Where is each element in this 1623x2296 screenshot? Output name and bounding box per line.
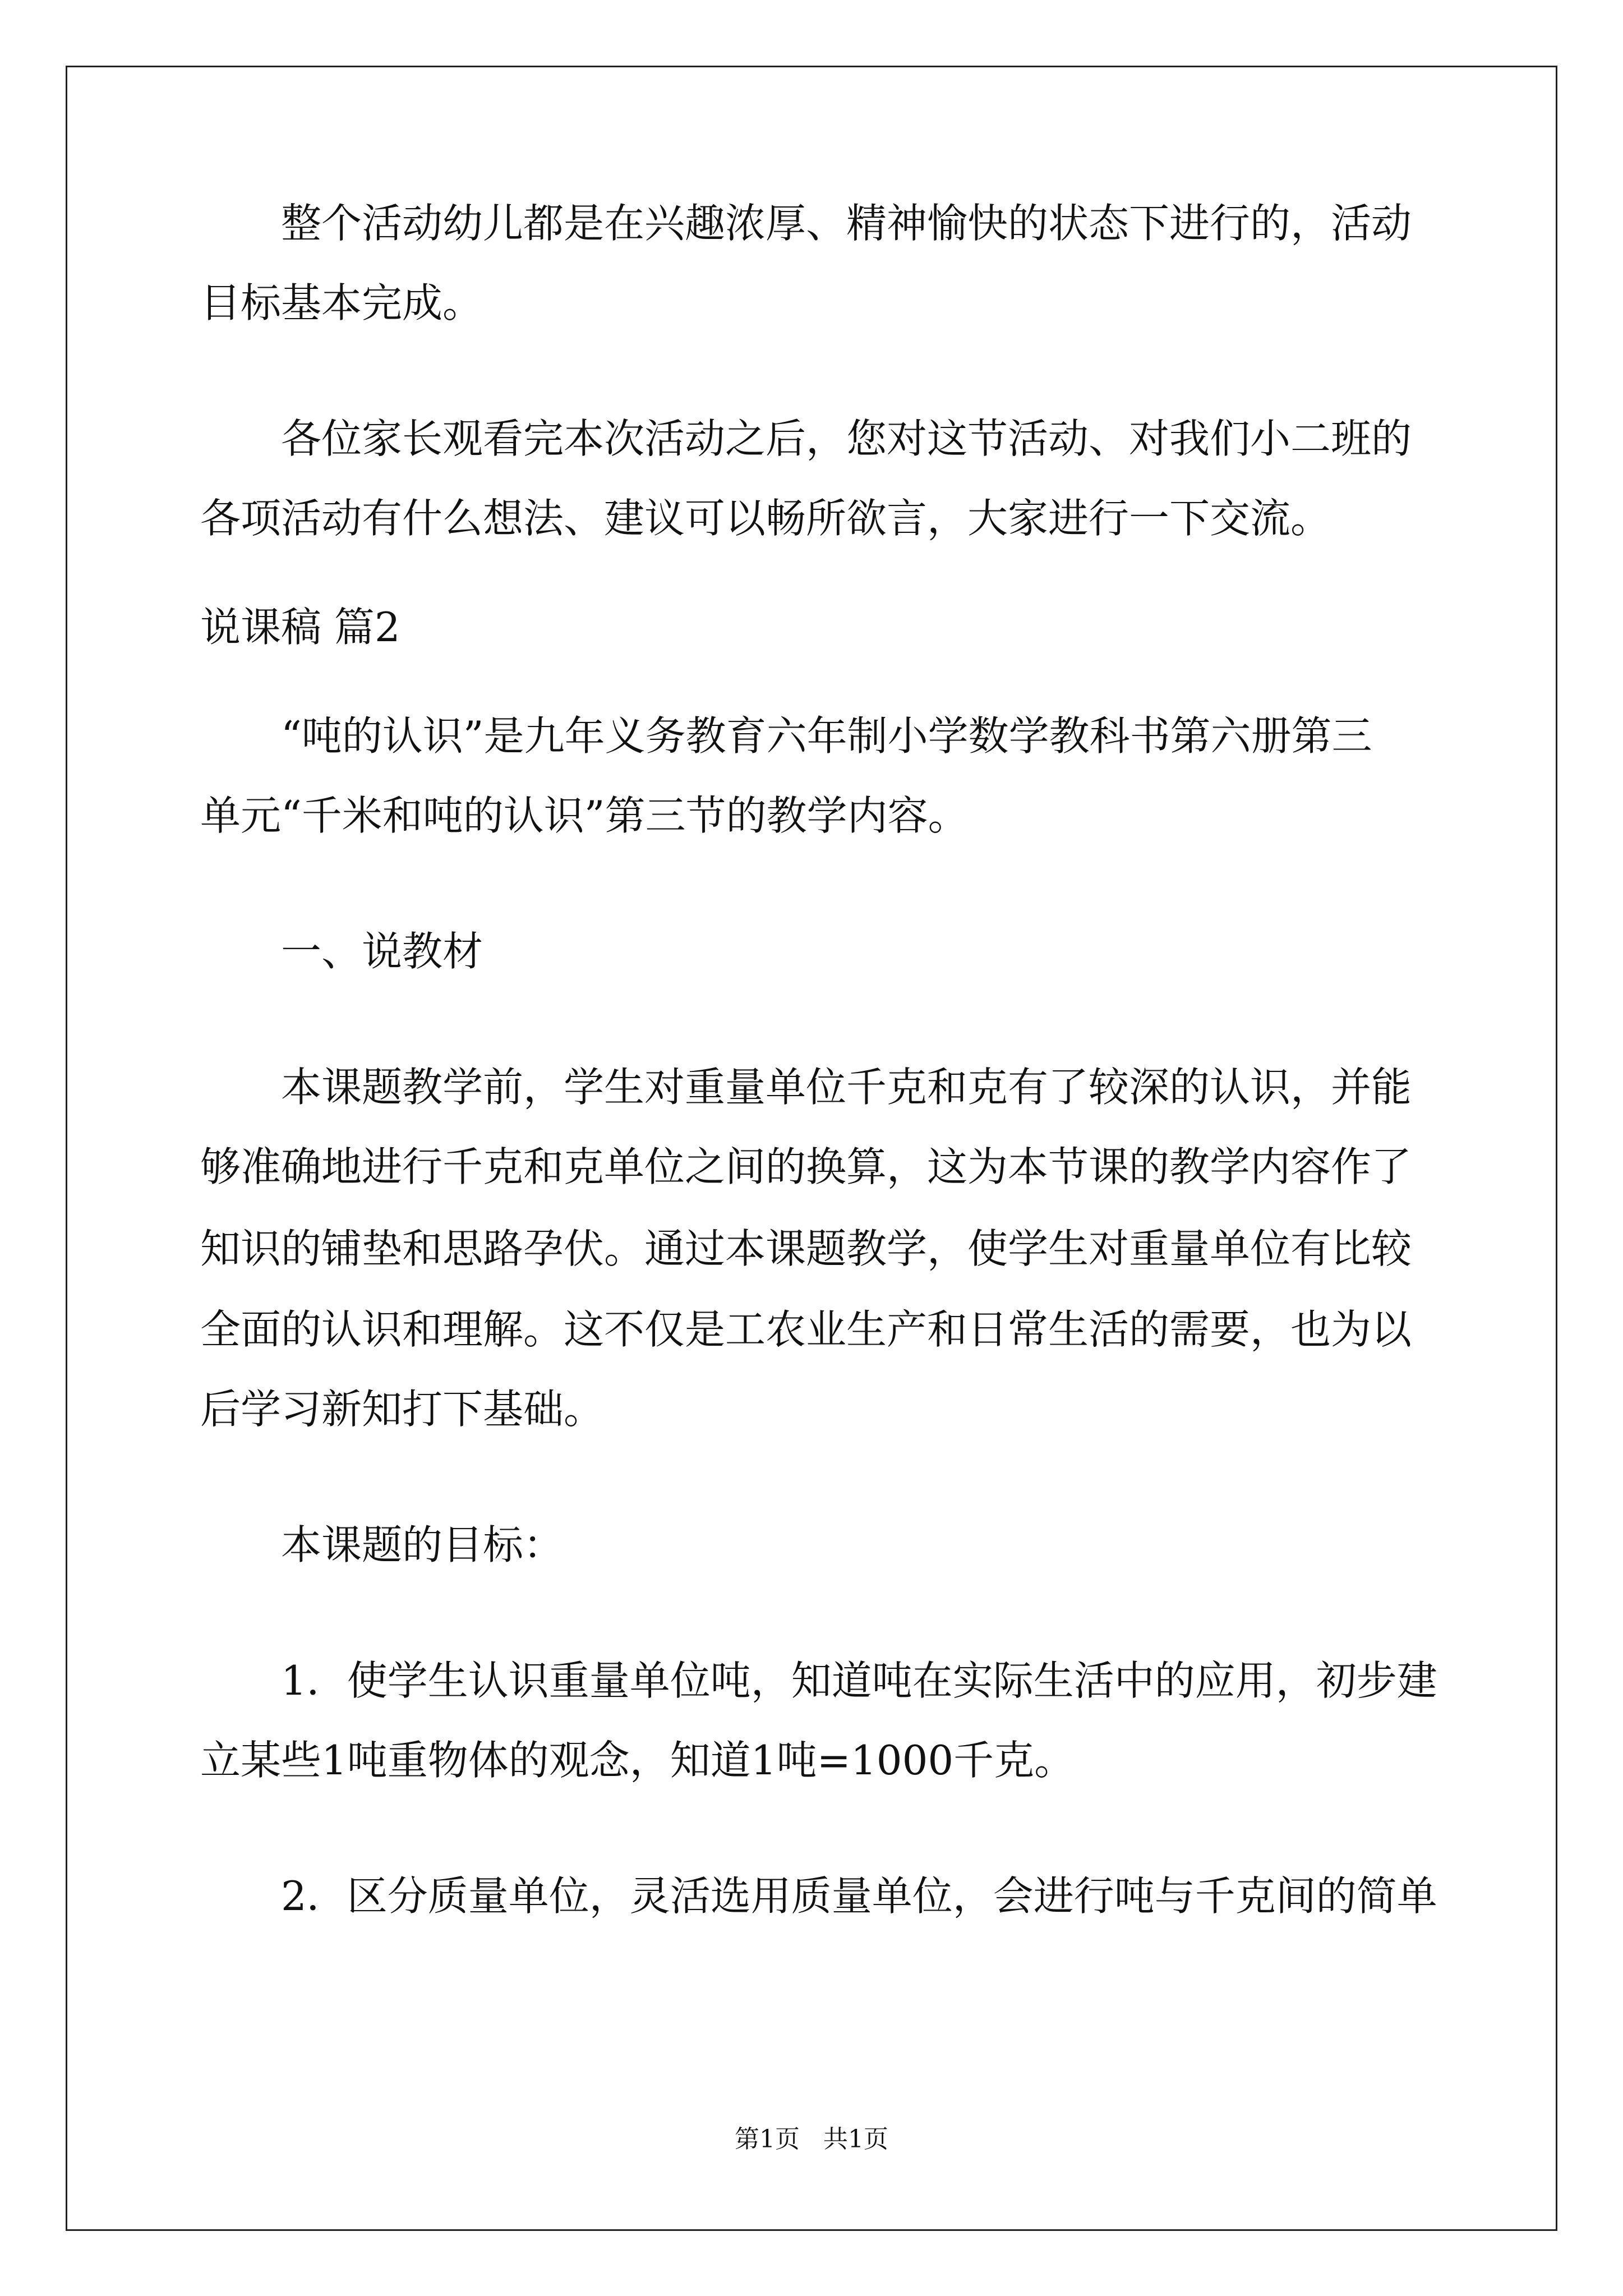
paragraph-line: 本课题教学前，学生对重量单位千克和克有了较深的认识，并能 [281, 1064, 1412, 1111]
section-heading: 说课稿 篇2 [200, 604, 400, 651]
list-item: 2．区分质量单位，灵活选用质量单位，会进行吨与千克间的简单 [281, 1872, 1437, 1920]
list-item: 1．使学生认识重量单位吨，知道吨在实际生活中的应用，初步建 [281, 1657, 1437, 1704]
paragraph-line: 单元“千米和吨的认识”第三节的教学内容。 [200, 792, 969, 839]
page-footer: 第1页 共1页 [735, 2125, 888, 2154]
subheading: 一、说教材 [281, 928, 483, 975]
paragraph-line: 目标基本完成。 [200, 279, 483, 326]
paragraph-line: 各项活动有什么想法、建议可以畅所欲言，大家进行一下交流。 [200, 495, 1331, 542]
paragraph-line: 后学习新知打下基础。 [200, 1386, 605, 1433]
paragraph-line: 整个活动幼儿都是在兴趣浓厚、精神愉快的状态下进行的，活动 [281, 200, 1412, 247]
paragraph-line: 够准确地进行千克和克单位之间的换算，这为本节课的教学内容作了 [200, 1143, 1412, 1190]
paragraph-line: 知识的铺垫和思路孕伏。通过本课题教学，使学生对重量单位有比较 [200, 1225, 1412, 1272]
paragraph-line: 本课题的目标： [281, 1521, 564, 1568]
paragraph-line: 各位家长观看完本次活动之后，您对这节活动、对我们小二班的 [281, 415, 1412, 462]
list-item-continuation: 立某些1吨重物体的观念，知道1吨=1000千克。 [200, 1737, 1075, 1784]
paragraph-line: “吨的认识”是九年义务教育六年制小学数学教科书第六册第三 [281, 712, 1372, 760]
paragraph-line: 全面的认识和理解。这不仅是工农业生产和日常生活的需要，也为以 [200, 1306, 1412, 1353]
